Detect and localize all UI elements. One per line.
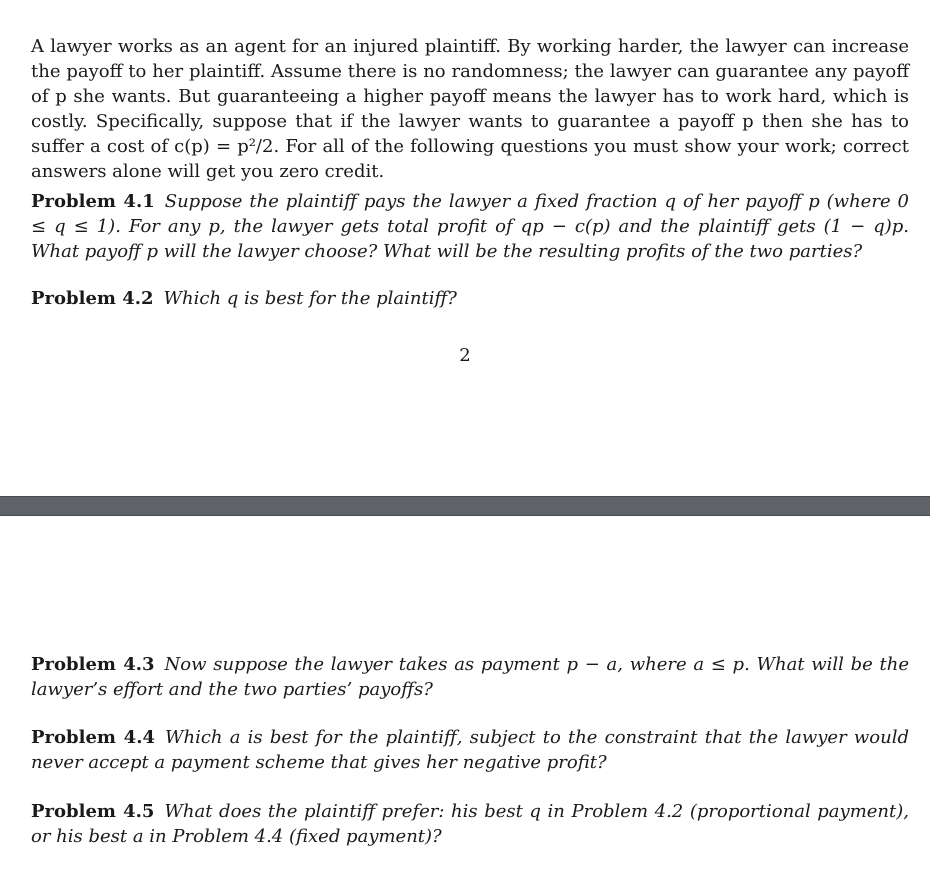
- page-separator: [0, 496, 930, 516]
- problem-text: Suppose the plaintiff pays the lawyer a fixed fraction q of her payoff p (where 0 ≤ q ≤ 1). For any p, the lawyer gets total profit of qp − c(p) and the plaintiff gets (1 − q)p. What payoff p will the lawyer choose? What will be the resulting profits of the two parties?: [31, 191, 909, 262]
- problem-text: Which q is best for the plaintiff?: [163, 288, 457, 309]
- problem-text: Now suppose the lawyer takes as payment p − a, where a ≤ p. What will be the lawyer’s effort and the two parties’ payoffs?: [31, 654, 909, 700]
- problem-label: Problem 4.1: [31, 191, 155, 212]
- intro-paragraph: A lawyer works as an agent for an injured plaintiff. By working harder, the lawyer can increase the payoff to her plaintiff. Assume there is no randomness; the lawyer can guarantee any payoff of p she wants. But guaranteeing a higher payoff means the lawyer has to work hard, which is costly. Specifically, suppose that if the lawyer wants to guarantee a payoff p then she has to suffer a cost of c(p) = p²/2. For all of the following questions you must show your work; correct answers alone will get you zero credit.: [31, 36, 909, 182]
- problem-4-5: [31, 799, 909, 849]
- problem-label: Problem 4.2: [31, 288, 154, 309]
- problem-4-3: [31, 652, 909, 702]
- problem-label: Problem 4.3: [31, 654, 155, 675]
- problem-label: Problem 4.5: [31, 801, 155, 822]
- problem-4-4: [31, 725, 909, 775]
- problem-label: Problem 4.4: [31, 727, 155, 748]
- problem-4-2: [31, 286, 909, 311]
- problem-4-1: [31, 189, 909, 264]
- problem-text: What does the plaintiff prefer: his best q in Problem 4.2 (proportional payment), or his best a in Problem 4.4 (fixed payment)?: [31, 801, 910, 847]
- problem-text: Which a is best for the plaintiff, subject to the constraint that the lawyer would never accept a payment scheme that gives her negative profit?: [31, 727, 909, 773]
- page-number: 2: [459, 345, 471, 366]
